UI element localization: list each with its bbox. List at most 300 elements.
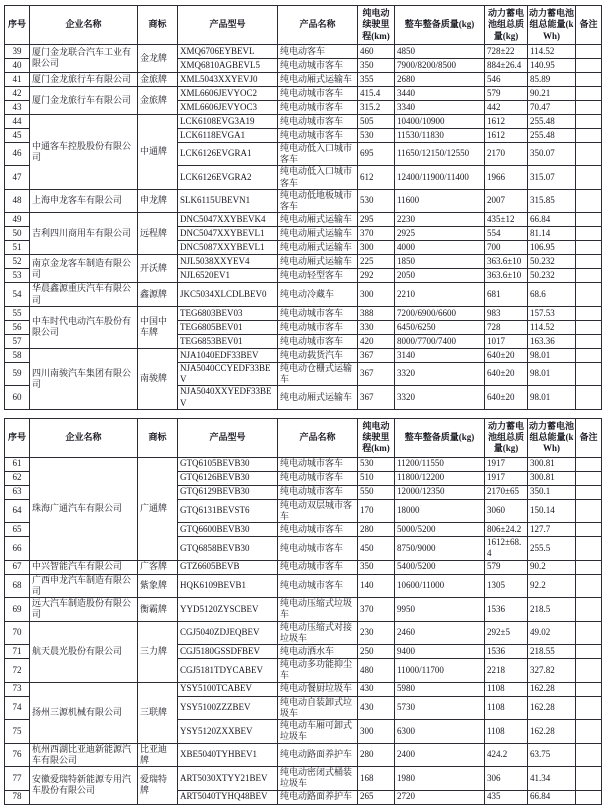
cell-batt_mass: 700 <box>485 241 528 255</box>
cell-range: 530 <box>358 457 395 471</box>
cell-name: 纯电动城市客车 <box>278 334 358 348</box>
cell-note <box>576 523 602 537</box>
cell-batt_energy: 114.52 <box>528 320 576 334</box>
cell-batt_energy: 41.34 <box>528 767 576 791</box>
cell-range: 370 <box>358 227 395 241</box>
cell-mass: 8750/9000 <box>395 537 485 561</box>
cell-range: 230 <box>358 621 395 645</box>
cell-mass: 2050 <box>395 269 485 283</box>
cell-company: 安徽爱瑞特新能源专用汽车股份有限公司 <box>30 767 138 805</box>
cell-name: 纯电动城市客车 <box>278 320 358 334</box>
cell-batt_energy: 66.84 <box>528 213 576 227</box>
cell-model: TEG6803BEV03 <box>178 306 278 320</box>
col-header-company: 企业名称 <box>30 6 138 45</box>
cell-mass: 2460 <box>395 621 485 645</box>
cell-range: 450 <box>358 537 395 561</box>
cell-note <box>576 334 602 348</box>
cell-model: YSY5100TCABEV <box>178 682 278 696</box>
table-row <box>5 306 602 320</box>
cell-note <box>576 86 602 100</box>
cell-mass: 2210 <box>395 283 485 307</box>
col-header-mass: 整车整备质量(kg) <box>395 418 485 457</box>
cell-brand: 比亚迪牌 <box>138 743 178 767</box>
cell-note <box>576 696 602 720</box>
cell-range: 300 <box>358 241 395 255</box>
cell-range: 550 <box>358 485 395 499</box>
cell-mass: 5730 <box>395 696 485 720</box>
cell-batt_energy: 150.14 <box>528 499 576 523</box>
cell-note <box>576 790 602 804</box>
cell-batt_mass: 546 <box>485 72 528 86</box>
cell-company: 四川南骏汽车集团有限公司 <box>30 348 138 409</box>
cell-mass: 11530/11830 <box>395 128 485 142</box>
cell-range: 168 <box>358 767 395 791</box>
cell-mass: 2400 <box>395 743 485 767</box>
cell-note <box>576 283 602 307</box>
cell-name: 纯电动城市客车 <box>278 560 358 574</box>
col-header-company: 企业名称 <box>30 418 138 457</box>
cell-name: 纯电动路面养护车 <box>278 743 358 767</box>
cell-batt_energy: 50.232 <box>528 255 576 269</box>
cell-note <box>576 471 602 485</box>
col-header-batt_mass: 动力蓄电池组总质量(kg) <box>485 6 528 45</box>
cell-range: 300 <box>358 283 395 307</box>
cell-batt_energy: 350.07 <box>528 142 576 166</box>
col-header-model: 产品型号 <box>178 6 278 45</box>
cell-batt_mass: 442 <box>485 100 528 114</box>
cell-note <box>576 645 602 659</box>
table-row <box>5 348 602 362</box>
cell-batt_energy: 106.95 <box>528 241 576 255</box>
cell-range: 430 <box>358 696 395 720</box>
cell-no: 53 <box>5 269 30 283</box>
cell-brand: 南骏牌 <box>138 348 178 409</box>
cell-batt_mass: 1536 <box>485 598 528 622</box>
cell-mass: 3440 <box>395 86 485 100</box>
cell-batt_mass: 681 <box>485 283 528 307</box>
cell-mass: 6450/6250 <box>395 320 485 334</box>
cell-range: 295 <box>358 213 395 227</box>
col-header-no: 序号 <box>5 6 30 45</box>
cell-mass: 3140 <box>395 348 485 362</box>
cell-name: 纯电动多功能抑尘车 <box>278 659 358 683</box>
cell-name: 纯电动城市客车 <box>278 58 358 72</box>
cell-mass: 11000/11700 <box>395 659 485 683</box>
cell-note <box>576 659 602 683</box>
cell-batt_mass: 2170±65 <box>485 485 528 499</box>
cell-range: 480 <box>358 659 395 683</box>
cell-name: 纯电动压缩式对接垃圾车 <box>278 621 358 645</box>
cell-name: 纯电动轻型客车 <box>278 269 358 283</box>
cell-batt_energy: 140.95 <box>528 58 576 72</box>
cell-name: 纯电动城市客车 <box>278 523 358 537</box>
cell-model: GTQ6600BEVB30 <box>178 523 278 537</box>
cell-note <box>576 320 602 334</box>
cell-batt_energy: 162.28 <box>528 720 576 744</box>
cell-model: XMQ6706EYBEVL <box>178 44 278 58</box>
cell-mass: 11650/12150/12550 <box>395 142 485 166</box>
cell-mass: 2925 <box>395 227 485 241</box>
cell-mass: 5980 <box>395 682 485 696</box>
cell-batt_mass: 2170 <box>485 142 528 166</box>
cell-no: 44 <box>5 114 30 128</box>
cell-no: 47 <box>5 166 30 190</box>
table-row <box>5 598 602 622</box>
col-header-note: 备注 <box>576 6 602 45</box>
cell-company: 杭州西湖比亚迪新能源汽车有限公司 <box>30 743 138 767</box>
cell-batt_energy: 157.53 <box>528 306 576 320</box>
cell-brand: 中通牌 <box>138 114 178 189</box>
cell-model: GTQ6126BEVB30 <box>178 471 278 485</box>
col-header-batt_energy: 动力蓄电池组总能量(kWh) <box>528 418 576 457</box>
cell-mass: 11600 <box>395 189 485 213</box>
col-header-range: 纯电动续驶里程(km) <box>358 418 395 457</box>
table-row <box>5 213 602 227</box>
cell-range: 505 <box>358 114 395 128</box>
cell-batt_mass: 884±26.4 <box>485 58 528 72</box>
cell-batt_energy: 255.48 <box>528 114 576 128</box>
cell-model: NJA1040EDF33BEV <box>178 348 278 362</box>
cell-batt_mass: 2007 <box>485 189 528 213</box>
col-header-no: 序号 <box>5 418 30 457</box>
cell-range: 330 <box>358 320 395 334</box>
cell-batt_mass: 363.6±10 <box>485 255 528 269</box>
cell-batt_mass: 1612±68.4 <box>485 537 528 561</box>
cell-name: 纯电动洒水车 <box>278 645 358 659</box>
cell-batt_mass: 1917 <box>485 471 528 485</box>
cell-note <box>576 499 602 523</box>
cell-mass: 5000/5200 <box>395 523 485 537</box>
cell-no: 62 <box>5 471 30 485</box>
cell-company: 航天晨光股份有限公司 <box>30 621 138 682</box>
col-header-brand: 商标 <box>138 6 178 45</box>
col-header-batt_mass: 动力蓄电池组总质量(kg) <box>485 418 528 457</box>
cell-batt_energy: 127.7 <box>528 523 576 537</box>
cell-brand: 鑫源牌 <box>138 283 178 307</box>
cell-model: LCK6108EVG3A19 <box>178 114 278 128</box>
cell-note <box>576 598 602 622</box>
cell-model: ART5030XTYY21BEV <box>178 767 278 791</box>
cell-no: 49 <box>5 213 30 227</box>
cell-range: 355 <box>358 72 395 86</box>
cell-note <box>576 269 602 283</box>
cell-name: 纯电动冷藏车 <box>278 283 358 307</box>
cell-model: XML5043XXYEVJ0 <box>178 72 278 86</box>
cell-range: 225 <box>358 255 395 269</box>
cell-name: 纯电动仓栅式运输车 <box>278 362 358 386</box>
cell-note <box>576 457 602 471</box>
cell-batt_energy: 327.82 <box>528 659 576 683</box>
cell-no: 42 <box>5 86 30 100</box>
col-header-batt_energy: 动力蓄电池组总能量(kWh) <box>528 6 576 45</box>
col-header-note: 备注 <box>576 418 602 457</box>
cell-no: 75 <box>5 720 30 744</box>
cell-batt_mass: 1108 <box>485 696 528 720</box>
cell-model: GTZ6605BEVB <box>178 560 278 574</box>
cell-model: DNC5047XXYBEVK4 <box>178 213 278 227</box>
cell-name: 纯电动城市客车 <box>278 100 358 114</box>
cell-model: GTQ6129BEVB30 <box>178 485 278 499</box>
cell-no: 56 <box>5 320 30 334</box>
cell-batt_energy: 98.01 <box>528 386 576 410</box>
cell-company: 上海申龙客车有限公司 <box>30 189 138 213</box>
table-row <box>5 621 602 645</box>
cell-name: 纯电动厢式运输车 <box>278 227 358 241</box>
cell-note <box>576 574 602 598</box>
cell-name: 纯电动厢式运输车 <box>278 386 358 410</box>
cell-brand: 金龙牌 <box>138 44 178 72</box>
cell-no: 43 <box>5 100 30 114</box>
cell-note <box>576 189 602 213</box>
cell-mass: 4850 <box>395 44 485 58</box>
col-header-model: 产品型号 <box>178 418 278 457</box>
cell-mass: 12400/11900/11400 <box>395 166 485 190</box>
cell-mass: 2680 <box>395 72 485 86</box>
cell-model: CGJ5040ZDJEQBEV <box>178 621 278 645</box>
cell-note <box>576 114 602 128</box>
cell-batt_mass: 424.2 <box>485 743 528 767</box>
cell-brand: 中国中车牌 <box>138 306 178 348</box>
cell-batt_energy: 92.2 <box>528 574 576 598</box>
cell-mass: 1980 <box>395 767 485 791</box>
cell-brand: 金旅牌 <box>138 86 178 114</box>
cell-name: 纯电动厢式运输车 <box>278 72 358 86</box>
cell-batt_energy: 63.75 <box>528 743 576 767</box>
cell-batt_energy: 350.1 <box>528 485 576 499</box>
cell-name: 纯电动城市客车 <box>278 457 358 471</box>
cell-no: 60 <box>5 386 30 410</box>
cell-range: 415.4 <box>358 86 395 100</box>
cell-name: 纯电动路面养护车 <box>278 790 358 804</box>
cell-range: 300 <box>358 720 395 744</box>
table-row <box>5 114 602 128</box>
cell-name: 纯电动密闭式桶装垃圾车 <box>278 767 358 791</box>
cell-range: 695 <box>358 142 395 166</box>
cell-model: CGJ5180GSSDFBEV <box>178 645 278 659</box>
cell-company: 中兴智能汽车有限公司 <box>30 560 138 574</box>
cell-note <box>576 213 602 227</box>
cell-note <box>576 255 602 269</box>
cell-no: 46 <box>5 142 30 166</box>
cell-batt_energy: 218.55 <box>528 645 576 659</box>
cell-note <box>576 241 602 255</box>
cell-batt_energy: 255.48 <box>528 128 576 142</box>
cell-no: 77 <box>5 767 30 791</box>
col-header-name: 产品名称 <box>278 6 358 45</box>
cell-batt_mass: 1108 <box>485 720 528 744</box>
cell-range: 292 <box>358 269 395 283</box>
cell-range: 460 <box>358 44 395 58</box>
cell-range: 367 <box>358 386 395 410</box>
cell-note <box>576 166 602 190</box>
cell-brand: 紫象牌 <box>138 574 178 598</box>
cell-range: 530 <box>358 128 395 142</box>
table-row <box>5 457 602 471</box>
cell-model: GTQ6131BEVST6 <box>178 499 278 523</box>
cell-name: 纯电动城市客车 <box>278 128 358 142</box>
cell-no: 39 <box>5 44 30 58</box>
cell-mass: 6300 <box>395 720 485 744</box>
cell-batt_mass: 640±20 <box>485 362 528 386</box>
cell-batt_mass: 292±5 <box>485 621 528 645</box>
cell-note <box>576 743 602 767</box>
cell-mass: 8000/7700/7400 <box>395 334 485 348</box>
cell-range: 367 <box>358 362 395 386</box>
cell-range: 430 <box>358 682 395 696</box>
table-row <box>5 682 602 696</box>
cell-note <box>576 306 602 320</box>
cell-model: NJL6520EV1 <box>178 269 278 283</box>
cell-mass: 11800/12200 <box>395 471 485 485</box>
cell-batt_mass: 1612 <box>485 114 528 128</box>
cell-model: YYD5120ZYSCBEV <box>178 598 278 622</box>
cell-no: 76 <box>5 743 30 767</box>
cell-batt_energy: 163.36 <box>528 334 576 348</box>
cell-note <box>576 560 602 574</box>
cell-name: 纯电动城市客车 <box>278 574 358 598</box>
cell-brand: 三联牌 <box>138 682 178 743</box>
cell-batt_mass: 728 <box>485 320 528 334</box>
cell-mass: 12000/12350 <box>395 485 485 499</box>
cell-mass: 7900/8200/8500 <box>395 58 485 72</box>
cell-batt_mass: 363.6±10 <box>485 269 528 283</box>
cell-range: 315.2 <box>358 100 395 114</box>
cell-mass: 7200/6900/6600 <box>395 306 485 320</box>
cell-no: 41 <box>5 72 30 86</box>
cell-batt_mass: 2218 <box>485 659 528 683</box>
cell-note <box>576 100 602 114</box>
cell-name: 纯电动厢式运输车 <box>278 213 358 227</box>
cell-name: 纯电动城市客车 <box>278 86 358 100</box>
cell-range: 280 <box>358 743 395 767</box>
cell-note <box>576 720 602 744</box>
cell-model: XML6606JEVYOC3 <box>178 100 278 114</box>
header-row <box>5 418 602 457</box>
cell-no: 61 <box>5 457 30 471</box>
cell-mass: 2230 <box>395 213 485 227</box>
cell-note <box>576 227 602 241</box>
cell-batt_energy: 315.07 <box>528 166 576 190</box>
cell-company: 中通客车控股股份有限公司 <box>30 114 138 189</box>
cell-no: 59 <box>5 362 30 386</box>
cell-name: 纯电动客车 <box>278 44 358 58</box>
cell-name: 纯电动城市客车 <box>278 485 358 499</box>
col-header-mass: 整车整备质量(kg) <box>395 6 485 45</box>
cell-no: 73 <box>5 682 30 696</box>
cell-batt_mass: 435±12 <box>485 213 528 227</box>
cell-model: NJA5040CCYEDF33BEV <box>178 362 278 386</box>
cell-batt_mass: 1305 <box>485 574 528 598</box>
cell-mass: 3340 <box>395 100 485 114</box>
cell-no: 74 <box>5 696 30 720</box>
cell-note <box>576 72 602 86</box>
cell-no: 65 <box>5 523 30 537</box>
cell-name: 纯电动低入口城市客车 <box>278 166 358 190</box>
cell-name: 纯电动车厢可卸式垃圾车 <box>278 720 358 744</box>
cell-note <box>576 621 602 645</box>
cell-name: 纯电动厢式运输车 <box>278 241 358 255</box>
cell-brand: 申龙牌 <box>138 189 178 213</box>
cell-model: XMQ6810AGBEVL5 <box>178 58 278 72</box>
cell-batt_mass: 435 <box>485 790 528 804</box>
col-header-brand: 商标 <box>138 418 178 457</box>
cell-batt_mass: 640±20 <box>485 386 528 410</box>
cell-batt_mass: 306 <box>485 767 528 791</box>
cell-model: DNC5087XXYBEVL1 <box>178 241 278 255</box>
cell-model: LCK6126EVGRA2 <box>178 166 278 190</box>
cell-name: 纯电动压缩式垃圾车 <box>278 598 358 622</box>
cell-name: 纯电动厢式运输车 <box>278 255 358 269</box>
cell-batt_energy: 85.89 <box>528 72 576 86</box>
cell-no: 72 <box>5 659 30 683</box>
table-row <box>5 86 602 100</box>
cell-batt_energy: 90.21 <box>528 86 576 100</box>
cell-model: YSY5100ZZZBEV <box>178 696 278 720</box>
cell-model: LCK6118EVGA1 <box>178 128 278 142</box>
cell-batt_mass: 579 <box>485 86 528 100</box>
cell-batt_energy: 98.01 <box>528 362 576 386</box>
cell-no: 51 <box>5 241 30 255</box>
cell-no: 67 <box>5 560 30 574</box>
cell-no: 50 <box>5 227 30 241</box>
cell-name: 纯电动城市客车 <box>278 471 358 485</box>
cell-range: 170 <box>358 499 395 523</box>
cell-batt_energy: 49.02 <box>528 621 576 645</box>
col-header-range: 纯电动续驶里程(km) <box>358 6 395 45</box>
cell-model: GTQ6858BEVB30 <box>178 537 278 561</box>
cell-note <box>576 485 602 499</box>
cell-model: GTQ6105BEVB30 <box>178 457 278 471</box>
cell-name: 纯电动城市客车 <box>278 306 358 320</box>
cell-batt_mass: 640±20 <box>485 348 528 362</box>
cell-batt_mass: 1536 <box>485 645 528 659</box>
cell-no: 64 <box>5 499 30 523</box>
cell-model: NJA5040XXYEDF33BEV <box>178 386 278 410</box>
cell-model: ART5040TYHQ48BEV <box>178 790 278 804</box>
table-row <box>5 767 602 791</box>
cell-batt_mass: 554 <box>485 227 528 241</box>
cell-brand: 广客牌 <box>138 560 178 574</box>
cell-no: 68 <box>5 574 30 598</box>
cell-company: 厦门金龙旅行车有限公司 <box>30 72 138 86</box>
cell-no: 52 <box>5 255 30 269</box>
cell-company: 珠海广通汽车有限公司 <box>30 457 138 560</box>
header-row <box>5 6 602 45</box>
cell-batt_energy: 162.28 <box>528 682 576 696</box>
cell-no: 69 <box>5 598 30 622</box>
cell-batt_energy: 300.81 <box>528 457 576 471</box>
table-row <box>5 72 602 86</box>
cell-company: 厦门金龙旅行车有限公司 <box>30 86 138 114</box>
cell-note <box>576 537 602 561</box>
cell-brand: 金旅牌 <box>138 72 178 86</box>
cell-brand: 远程牌 <box>138 213 178 255</box>
cell-note <box>576 44 602 58</box>
vehicle-table-2 <box>4 418 602 805</box>
cell-name: 纯电动餐厨垃圾车 <box>278 682 358 696</box>
cell-batt_energy: 81.14 <box>528 227 576 241</box>
cell-batt_energy: 50.232 <box>528 269 576 283</box>
cell-batt_mass: 1612 <box>485 128 528 142</box>
cell-range: 265 <box>358 790 395 804</box>
cell-company: 南京金龙客车制造有限公司 <box>30 255 138 283</box>
col-header-name: 产品名称 <box>278 418 358 457</box>
cell-batt_energy: 70.47 <box>528 100 576 114</box>
cell-note <box>576 58 602 72</box>
cell-company: 厦门金龙联合汽车工业有限公司 <box>30 44 138 72</box>
cell-note <box>576 386 602 410</box>
cell-note <box>576 362 602 386</box>
